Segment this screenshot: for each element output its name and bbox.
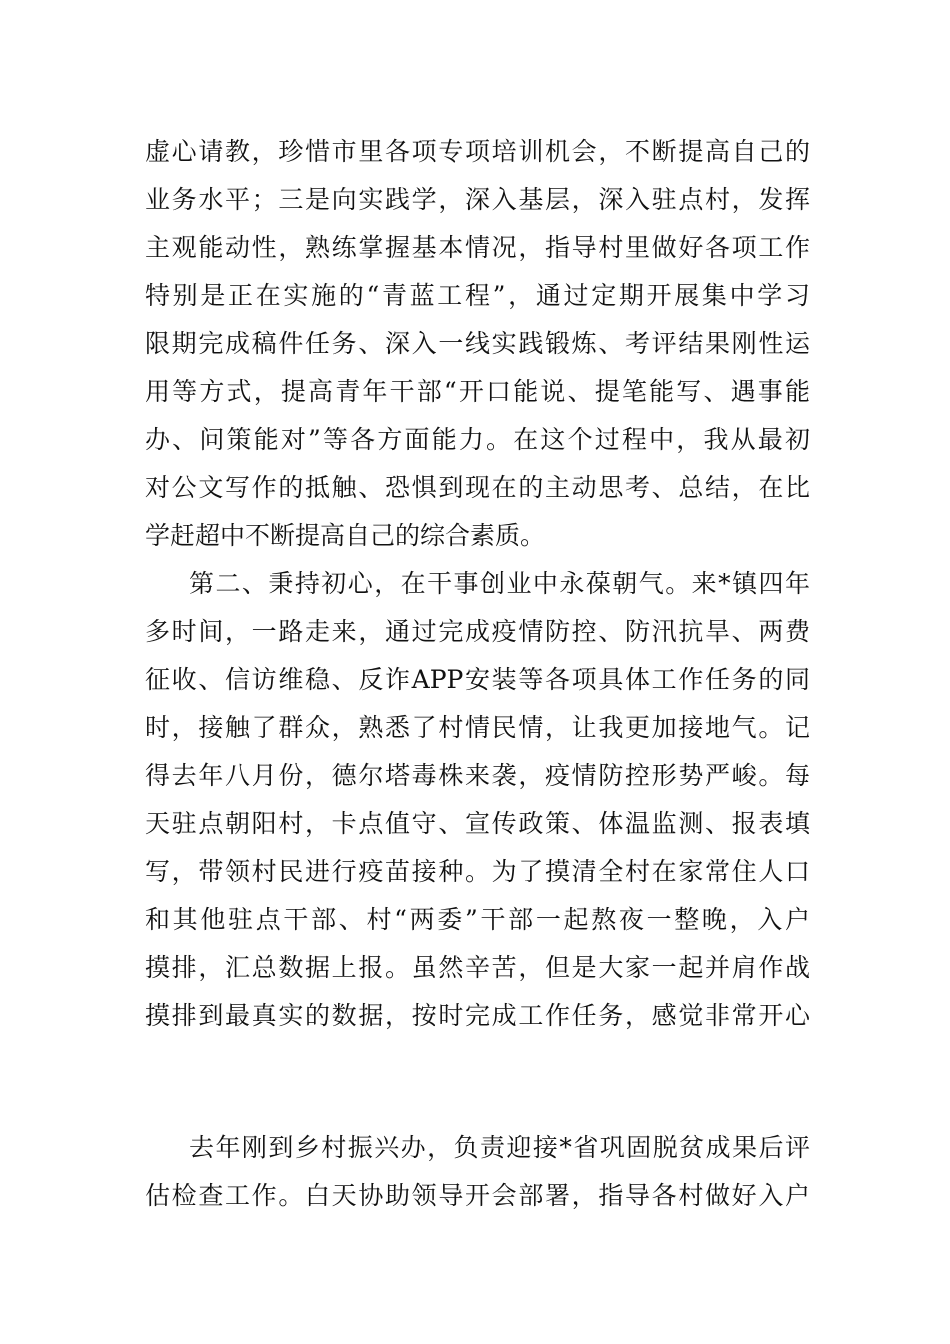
text-line: 和其他驻点干部、村“两委”干部一起熬夜一整晚，入户 [145, 905, 810, 934]
text-line: 时，接触了群众，熟悉了村情民情，让我更加接地气。记 [145, 713, 810, 742]
text-line: 征收、信访维稳、反诈APP安装等各项具体工作任务的同 [145, 665, 810, 694]
text-line: 办、问策能对”等各方面能力。在这个过程中，我从最初 [145, 425, 810, 454]
text-line: 用等方式，提高青年干部“开口能说、提笔能写、遇事能 [145, 377, 810, 406]
paragraph-start-line: 第二、秉持初心，在干事创业中永葆朝气。来*镇四年 [189, 569, 810, 598]
text-line: 得去年八月份，德尔塔毒株来袭，疫情防控形势严峻。每 [145, 761, 810, 790]
text-line: 业务水平；三是向实践学，深入基层，深入驻点村，发挥 [145, 185, 810, 214]
text-line: 天驻点朝阳村，卡点值守、宣传政策、体温监测、报表填 [145, 809, 810, 838]
text-line: 限期完成稿件任务、深入一线实践锻炼、考评结果刚性运 [145, 329, 810, 358]
text-line: 摸排到最真实的数据，按时完成工作任务，感觉非常开心 [145, 1001, 810, 1030]
text-line: 对公文写作的抵触、恐惧到现在的主动思考、总结，在比 [145, 473, 810, 502]
paragraph-start-line: 去年刚到乡村振兴办，负责迎接*省巩固脱贫成果后评 [189, 1133, 810, 1162]
body-text-block [145, 128, 810, 1040]
body-text-block-2 [145, 1124, 810, 1220]
text-line: 估检查工作。白天协助领导开会部署，指导各村做好入户 [145, 1181, 810, 1210]
text-line: 多时间，一路走来，通过完成疫情防控、防汛抗旱、两费 [145, 617, 810, 646]
text-line: 学赶超中不断提高自己的综合素质。 [145, 521, 546, 550]
text-line: 摸排，汇总数据上报。虽然辛苦，但是大家一起并肩作战 [145, 953, 810, 982]
text-line: 虚心请教，珍惜市里各项专项培训机会，不断提高自己的 [145, 137, 810, 166]
text-line: 写，带领村民进行疫苗接种。为了摸清全村在家常住人口 [145, 857, 810, 886]
text-line: 主观能动性，熟练掌握基本情况，指导村里做好各项工作 [145, 233, 810, 262]
text-line: 特别是正在实施的“青蓝工程”，通过定期开展集中学习 [145, 281, 810, 310]
